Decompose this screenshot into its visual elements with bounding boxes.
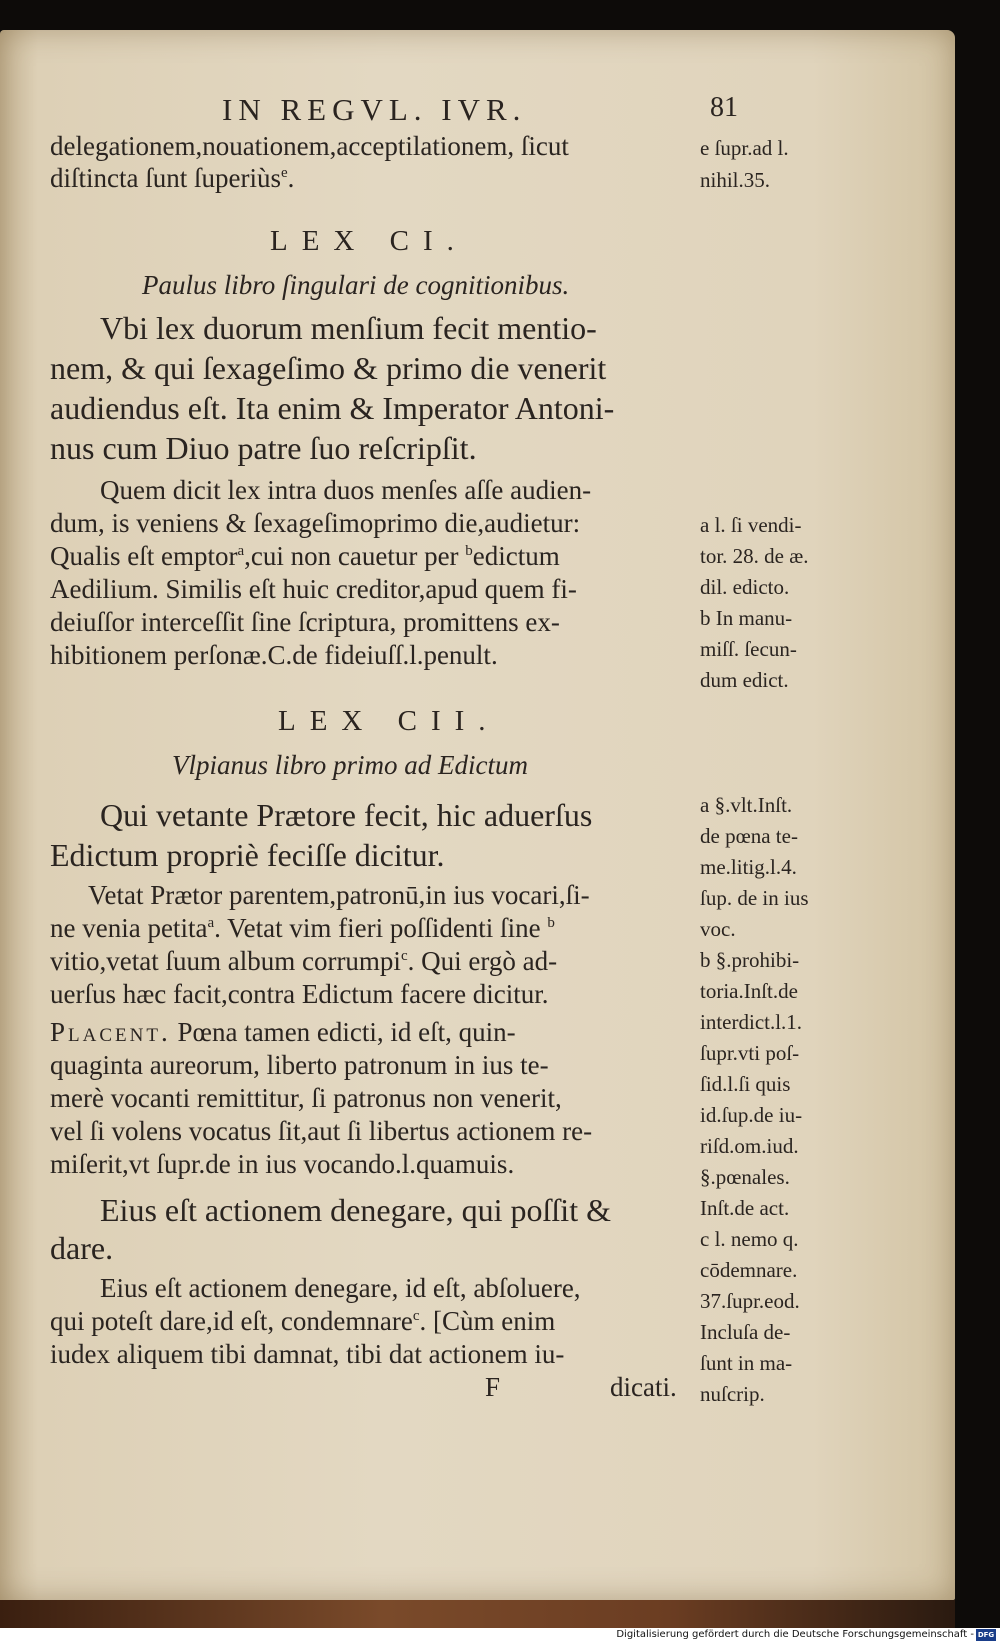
book-edge: [0, 1600, 955, 1628]
lex-102-note-13: §.pœnales.: [700, 1165, 790, 1189]
lex-101-heading: LEX CI.: [270, 225, 468, 257]
lex-101-note-6: dum edict.: [700, 668, 789, 692]
lex-101-text-1: Vbi lex duorum menſium fecit mentio-: [100, 310, 597, 346]
lex-102-note-12: riſd.om.iud.: [700, 1134, 799, 1158]
lex-102-note-19: ſunt in ma-: [700, 1351, 793, 1375]
lex-102-note-8: interdict.l.1.: [700, 1010, 803, 1034]
lex-102-text-2: Edictum propriè feciſſe dicitur.: [50, 837, 445, 873]
lex-102-note-9: ſupr.vti poſ-: [700, 1041, 800, 1065]
credit-strip: [0, 1628, 1000, 1643]
lex-101-gloss-3: Qualis eſt emptor$^a$,cui non cauetur per $^b$edictum: [50, 541, 560, 571]
lex-102-note-18: Incluſa de-: [700, 1320, 791, 1344]
catchword: dicati.: [610, 1372, 677, 1402]
lex-101-note-3: dil. edicto.: [700, 575, 790, 599]
lex-102-note-6: b §.prohibi-: [700, 948, 800, 972]
lex-101-rubric: Paulus libro ſingulari de cognitionibus.: [142, 270, 570, 300]
signature-mark: F: [485, 1372, 501, 1402]
lex-102-gloss-1: Vetat Prætor parentem,patronū,in ius vocari,ſi-: [88, 880, 590, 910]
lex-102-note-15: c l. nemo q.: [700, 1227, 799, 1251]
lex-101-gloss-2: dum, is veniens & ſexageſimoprimo die,audietur:: [50, 508, 581, 538]
intro-sidenote-2: nihil.35.: [700, 168, 771, 192]
lex-101-gloss-6: hibitionem perſonæ.C.de fideiuſſ.l.penult.: [50, 640, 498, 670]
lex-102-note-2: de pœna te-: [700, 824, 798, 848]
lex-102-note-10: ſid.l.ſi quis: [700, 1072, 791, 1096]
lex-102-heading: LEX CII.: [278, 705, 500, 737]
lex-102-rubric: Vlpianus libro primo ad Edictum: [172, 750, 528, 780]
lex-102-note-20: nuſcrip.: [700, 1382, 765, 1406]
lex-102-note-16: cōdemnare.: [700, 1258, 798, 1282]
intro-line-1: delegationem,nouationem,acceptilationem, ſicut: [50, 131, 569, 161]
lex-101-text-3: audiendus eſt. Ita enim & Imperator Antoni-: [50, 390, 615, 426]
lex-102-note-7: toria.Inſt.de: [700, 979, 798, 1003]
lex-102-gloss-2: ne venia petita$^a$. Vetat vim fieri poſſidenti ſine $^b$: [50, 913, 555, 943]
lex-102-text-1: Qui vetante Prætore fecit, hic aduerſus: [100, 797, 593, 833]
lex-101-note-5: miſſ. ſecun-: [700, 637, 797, 661]
lex-101-text-2: nem, & qui ſexageſimo & primo die venerit: [50, 350, 607, 386]
intro-sidenote-1: e ſupr.ad l.: [700, 136, 789, 160]
lex-101-note-4: b In manu-: [700, 606, 793, 630]
lex-102-note-14: Inſt.de act.: [700, 1196, 790, 1220]
lex-102-gloss-4: uerſus hæc facit,contra Edictum facere dicitur.: [50, 979, 549, 1009]
lex-102-note-3: me.litig.l.4.: [700, 855, 797, 879]
rule-gloss-1: Eius eſt actionem denegare, id eſt, abſoluere,: [100, 1273, 581, 1303]
placent-line-4: vel ſi volens vocatus ſit,aut ſi libertus actionem re-: [50, 1116, 593, 1146]
placent-line-3: merè vocanti remittitur, ſi patronus non venerit,: [50, 1083, 562, 1113]
placent-label: Placent.: [50, 1017, 171, 1047]
placent-line-2: quaginta aureorum, liberto patronum in ius te-: [50, 1050, 549, 1080]
lex-101-gloss-1: Quem dicit lex intra duos menſes aſſe audien-: [100, 475, 592, 505]
rule-line-2: dare.: [50, 1230, 114, 1266]
lex-101-note-1: a l. ſi vendi-: [700, 513, 802, 537]
rule-gloss-2: qui poteſt dare,id eſt, condemnare$^c$. [Cùm enim: [50, 1306, 556, 1336]
dfg-logo: DFG: [977, 1631, 995, 1639]
running-title: IN REGVL. IVR.: [222, 92, 527, 127]
lex-102-gloss-3: vitio,vetat ſuum album corrumpi$^c$. Qui ergò ad-: [50, 946, 558, 976]
lex-101-gloss-5: deiuſſor interceſſit ſine ſcriptura, promittens ex-: [50, 607, 560, 637]
lex-101-text-4: nus cum Diuo patre ſuo reſcripſit.: [50, 430, 477, 466]
lex-102-note-11: id.ſup.de iu-: [700, 1103, 803, 1127]
lex-102-note-5: voc.: [700, 917, 736, 941]
rule-line-1: Eius eſt actionem denegare, qui poſſit &: [100, 1192, 611, 1228]
lex-102-note-1: a §.vlt.Inſt.: [700, 793, 793, 817]
lex-101-note-2: tor. 28. de æ.: [700, 544, 809, 568]
lex-101-gloss-4: Aedilium. Similis eſt huic creditor,apud quem fi-: [50, 574, 577, 604]
lex-102-note-4: ſup. de in ius: [700, 886, 809, 910]
intro-line-2: diſtincta ſunt ſuperiùs$^e$.: [50, 163, 295, 193]
rule-gloss-3: iudex aliquem tibi damnat, tibi dat actionem iu-: [50, 1339, 565, 1369]
placent-line-5: miſerit,vt ſupr.de in ius vocando.l.quamuis.: [50, 1149, 515, 1179]
credit-text: Digitalisierung gefördert durch die Deutsche Forschungsgemeinschaft -: [616, 1629, 974, 1640]
page-number: 81: [710, 92, 738, 123]
lex-102-note-17: 37.ſupr.eod.: [700, 1289, 800, 1313]
placent-line-1: Placent. Pœna tamen edicti, id eſt, quin-: [50, 1017, 516, 1047]
